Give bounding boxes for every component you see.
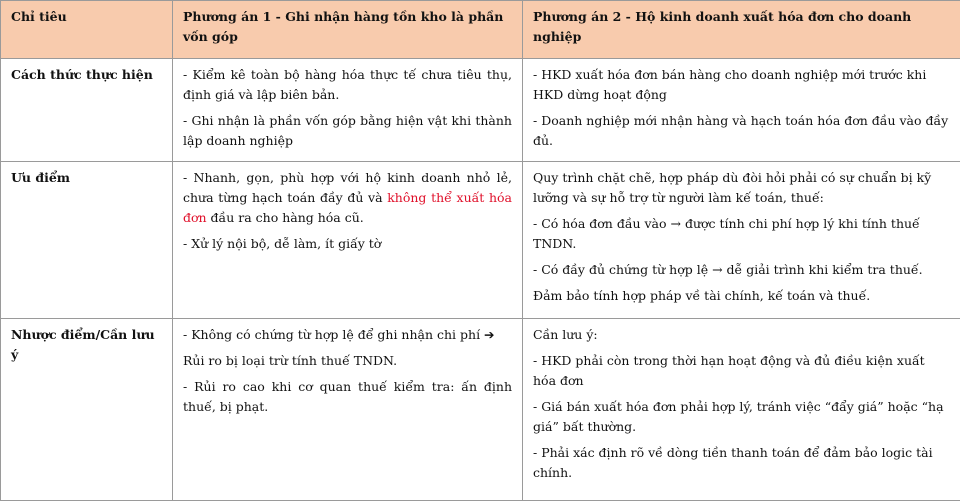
cell-line: - Không có chứng từ hợp lệ để ghi nhận chi phí ➔ bbox=[183, 325, 512, 345]
header-criteria: Chỉ tiêu bbox=[1, 1, 173, 59]
cell-line: - Doanh nghiệp mới nhận hàng và hạch toán hóa đơn đầu vào đầy đủ. bbox=[533, 111, 950, 151]
option-2-implementation bbox=[523, 59, 960, 162]
cell-line: - Có đầy đủ chứng từ hợp lệ → dễ giải trình khi kiểm tra thuế. bbox=[533, 260, 950, 280]
highlight-text: không thể xuất hóa đơn bbox=[183, 190, 512, 225]
cell-line: - Giá bán xuất hóa đơn phải hợp lý, tránh việc “đẩy giá” hoặc “hạ giá” bất thường. bbox=[533, 397, 950, 437]
option-1-disadvantages bbox=[173, 319, 523, 501]
cell-text: - Nhanh, gọn, phù hợp với hộ kinh doanh nhỏ lẻ, chưa từng hạch toán đầy đủ và bbox=[183, 170, 512, 205]
header-row bbox=[1, 1, 960, 59]
cell-line bbox=[183, 168, 512, 228]
option-2-disadvantages bbox=[523, 319, 960, 501]
cell-line: Quy trình chặt chẽ, hợp pháp dù đòi hỏi phải có sự chuẩn bị kỹ lưỡng và sự hỗ trợ từ người làm kế toán, thuế: bbox=[533, 168, 950, 208]
option-1-implementation bbox=[173, 59, 523, 162]
cell-line: - Xử lý nội bộ, dễ làm, ít giấy tờ bbox=[183, 234, 512, 254]
cell-line: Rủi ro bị loại trừ tính thuế TNDN. bbox=[183, 351, 512, 371]
table-row bbox=[1, 319, 960, 501]
cell-line: Cần lưu ý: bbox=[533, 325, 950, 345]
cell-line: - HKD phải còn trong thời hạn hoạt động và đủ điều kiện xuất hóa đơn bbox=[533, 351, 950, 391]
cell-line: - Ghi nhận là phần vốn góp bằng hiện vật khi thành lập doanh nghiệp bbox=[183, 111, 512, 151]
cell-text: đầu ra cho hàng hóa cũ. bbox=[207, 210, 364, 225]
cell-line: - Có hóa đơn đầu vào → được tính chi phí hợp lý khi tính thuế TNDN. bbox=[533, 214, 950, 254]
option-1-advantages bbox=[173, 162, 523, 319]
cell-line: - HKD xuất hóa đơn bán hàng cho doanh nghiệp mới trước khi HKD dừng hoạt động bbox=[533, 65, 950, 105]
cell-line: - Kiểm kê toàn bộ hàng hóa thực tế chưa tiêu thụ, định giá và lập biên bản. bbox=[183, 65, 512, 105]
header-option-1: Phương án 1 - Ghi nhận hàng tồn kho là phần vốn góp bbox=[173, 1, 523, 59]
row-label-advantages: Ưu điểm bbox=[1, 162, 173, 319]
table-row bbox=[1, 59, 960, 162]
row-label-implementation: Cách thức thực hiện bbox=[1, 59, 173, 162]
cell-line: - Phải xác định rõ về dòng tiền thanh toán để đảm bảo logic tài chính. bbox=[533, 443, 950, 483]
header-option-2: Phương án 2 - Hộ kinh doanh xuất hóa đơn cho doanh nghiệp bbox=[523, 1, 960, 59]
row-label-disadvantages: Nhược điểm/Cần lưu ý bbox=[1, 319, 173, 501]
cell-line: - Rủi ro cao khi cơ quan thuế kiểm tra: ấn định thuế, bị phạt. bbox=[183, 377, 512, 417]
option-2-advantages bbox=[523, 162, 960, 319]
cell-line: Đảm bảo tính hợp pháp về tài chính, kế toán và thuế. bbox=[533, 286, 950, 306]
table-row bbox=[1, 162, 960, 319]
